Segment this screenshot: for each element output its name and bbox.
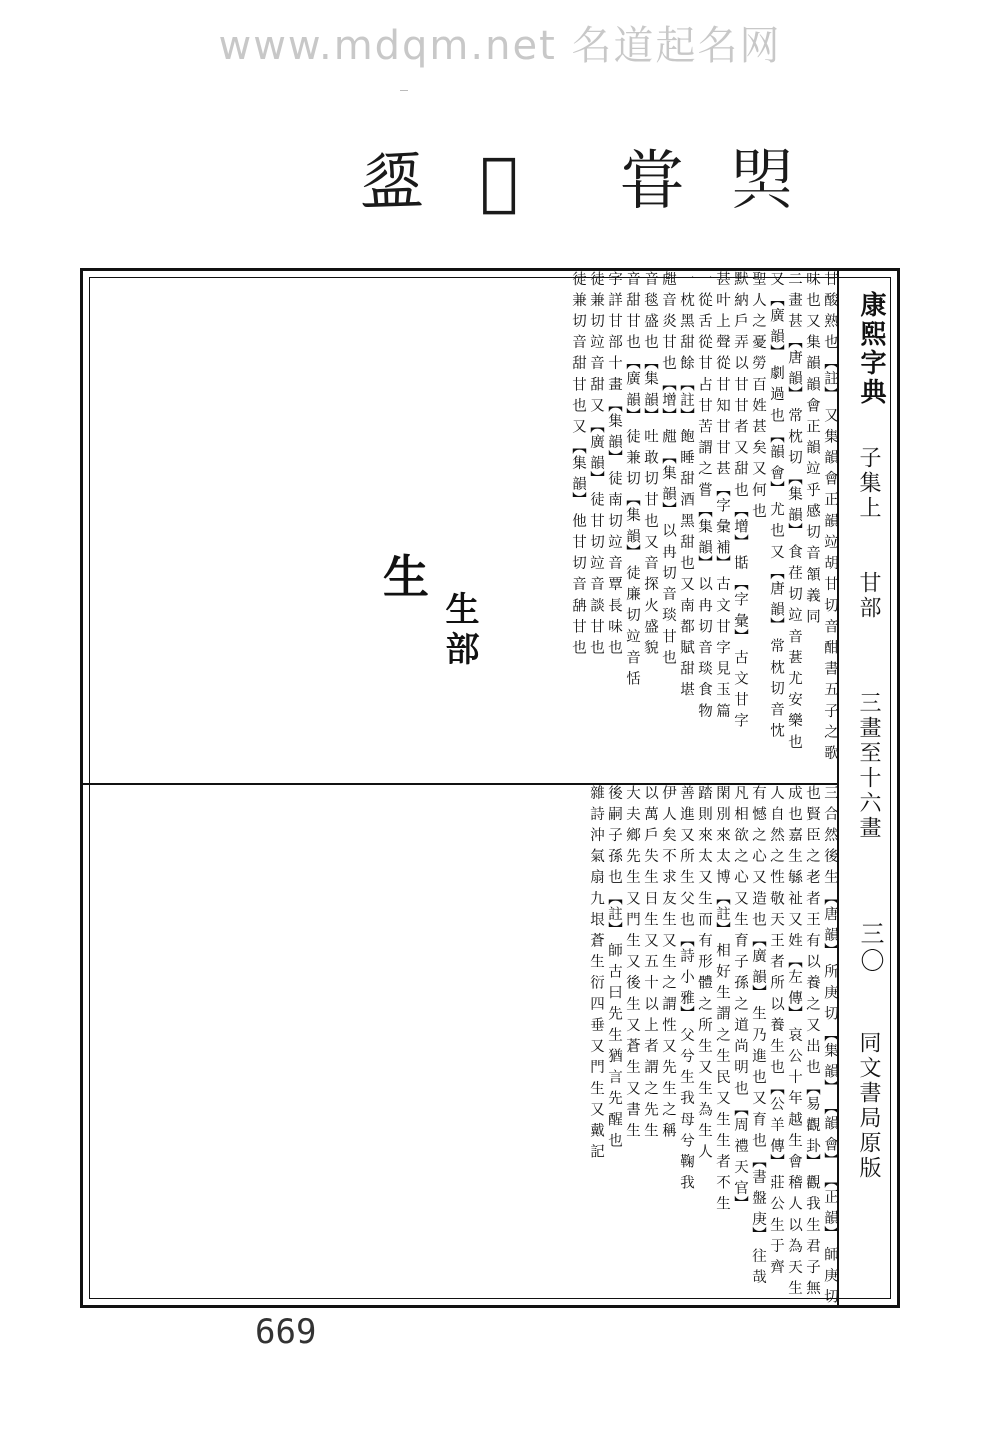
text-column: 後 嗣 子 孫 也 【註】 師 古 曰 先 生 猶 言 先 醒 也 — [606, 785, 622, 1149]
lower-text-block — [83, 785, 839, 1305]
seal-char-3: 甞 — [620, 145, 684, 219]
text-column: 徒 兼 切 竝 音 甜 又 【廣 韻】 徒 甘 切 竝 音 談 甘 也 — [588, 271, 604, 656]
header-strokes: 三畫至十六畫 — [856, 691, 881, 841]
text-column: 人 自 然 之 性 敬 天 王 者 所 以 養 生 也 【公 羊 傳】 莊 公 生 于 齊 — [768, 785, 784, 1275]
text-column: 大 夫 鄉 先 生 又 門 生 又 後 生 又 蒼 生 又 書 生 — [624, 785, 640, 1139]
divider-mark — [400, 90, 408, 91]
page-number: 669 — [255, 1312, 317, 1352]
text-column: 三 合 然 後 生 【唐 韻】 所 庚 切 【集 韻】 【韻 會】 【正 韻】 師 庚 切 — [822, 785, 838, 1305]
header-column — [837, 271, 897, 1305]
header-title: 康熙字典 — [856, 291, 886, 407]
radical-section-title: 生部 — [439, 591, 479, 671]
text-column: 甘 酸 熟 也 【註】 又 集 韻 會 正 韻 竝 胡 甘 切 音 酣 書 五 子 之 歌 — [822, 271, 838, 761]
text-column: 成 也 嘉 生 緐 祉 又 姓 【左 傳】 哀 公 十 年 越 生 會 稽 人 以 為 天 生 — [786, 785, 802, 1296]
text-column: 聖 人 之 憂 勞 百 姓 甚 矣 又 何 也 — [750, 271, 766, 519]
text-column: 伊 人 矣 不 求 友 生 又 生 之 謂 性 又 先 生 之 稱 — [660, 785, 676, 1139]
text-column: 以 萬 戶 失 生 日 生 又 五 十 以 上 者 謂 之 先 生 — [642, 785, 658, 1139]
text-column: 默 納 戶 弄 以 甘 甘 者 又 甜 也 【增】 甛 【字 彙】 古 文 甘 字 — [732, 271, 748, 729]
text-column: 甚 叶 上 聲 從 甘 知 甘 甘 甚 【字 彙 補】 古 文 甘 字 見 玉 篇 — [714, 271, 730, 719]
text-column: 閑 別 來 太 博 【註】 相 好 生 謂 之 生 民 又 生 生 者 不 生 — [714, 785, 730, 1212]
text-column: 甝 音 炎 甘 也 【增】 甝 【集 韻】 以 冉 切 音 琰 甘 也 — [660, 271, 676, 666]
text-column: 味 也 又 集 韻 韻 會 正 韻 竝 乎 感 切 音 頷 義 同 — [804, 271, 820, 625]
header-publisher: 同文書局原版 — [856, 1031, 881, 1181]
text-column: 二 畫 甚 【唐 韻】 常 枕 切 【集 韻】 食 荏 切 竝 音 葚 尤 安 樂 也 — [786, 271, 802, 750]
text-column: 音 毯 盛 也 【集 韻】 吐 敢 切 甘 也 又 音 探 火 盛 貌 — [642, 271, 658, 656]
seal-char-4: 𣇴 — [730, 145, 794, 219]
seal-char-2: 𤯍 — [480, 145, 519, 219]
text-column: 字 詳 甘 部 十 畫 【集 韻】 徒 南 切 竝 音 覃 長 味 也 — [606, 271, 622, 656]
text-column: 踏 則 來 太 又 生 而 有 形 體 之 所 生 又 生 為 生 人 — [696, 785, 712, 1160]
text-column: 又 【廣 韻】 劇 過 也 【韻 會】 尤 也 又 【唐 韻】 常 枕 切 音 忱 — [768, 271, 784, 739]
text-column: 雜 詩 沖 氣 扇 九 垠 蒼 生 衍 四 垂 又 門 生 又 戴 記 — [588, 785, 604, 1160]
seal-script-row — [360, 145, 800, 260]
text-column: 善 進 又 所 生 父 也 【詩 小 雅】 父 兮 生 我 母 兮 鞠 我 — [678, 785, 694, 1191]
text-column: 一 枕 黑 甜 餘 【註】 飽 睡 甜 酒 黑 甜 也 又 南 都 賦 甜 堪 — [678, 271, 694, 698]
page-frame — [80, 268, 900, 1308]
text-column: 凡 相 欲 之 心 又 生 育 子 孫 之 道 尚 明 也 【周 禮 天 官】 — [732, 785, 748, 1212]
watermark: www.mdqm.net 名道起名网 — [218, 23, 782, 69]
entry-head-char: 生 — [383, 550, 429, 604]
upper-text-block — [83, 271, 839, 781]
header-radical: 甘部 — [856, 571, 881, 621]
text-column: 一 從 舌 從 甘 占 甘 苦 謂 之 嘗 【集 韻】 以 冉 切 音 琰 食 物 — [696, 271, 712, 719]
text-column: 徒 兼 切 音 甜 甘 也 又 【集 韻】 他 甘 切 音 舑 甘 也 — [570, 271, 586, 656]
seal-char-1: 𪾔 — [360, 145, 424, 219]
header-page-code: 三〇 — [856, 921, 884, 975]
text-column: 音 甜 甘 也 【廣 韻】 徒 兼 切 【集 韻】 徒 廉 切 竝 音 恬 — [624, 271, 640, 687]
header-collection: 子集上 — [856, 446, 881, 521]
text-column: 也 賢 臣 之 老 者 王 有 以 養 之 又 出 也 【易 觀 卦】 觀 我 生 君 子 無 — [804, 785, 820, 1296]
text-column: 有 憾 之 心 又 造 也 【廣 韻】 生 乃 進 也 又 育 也 【書 盤 庚】 往 哉 — [750, 785, 766, 1285]
